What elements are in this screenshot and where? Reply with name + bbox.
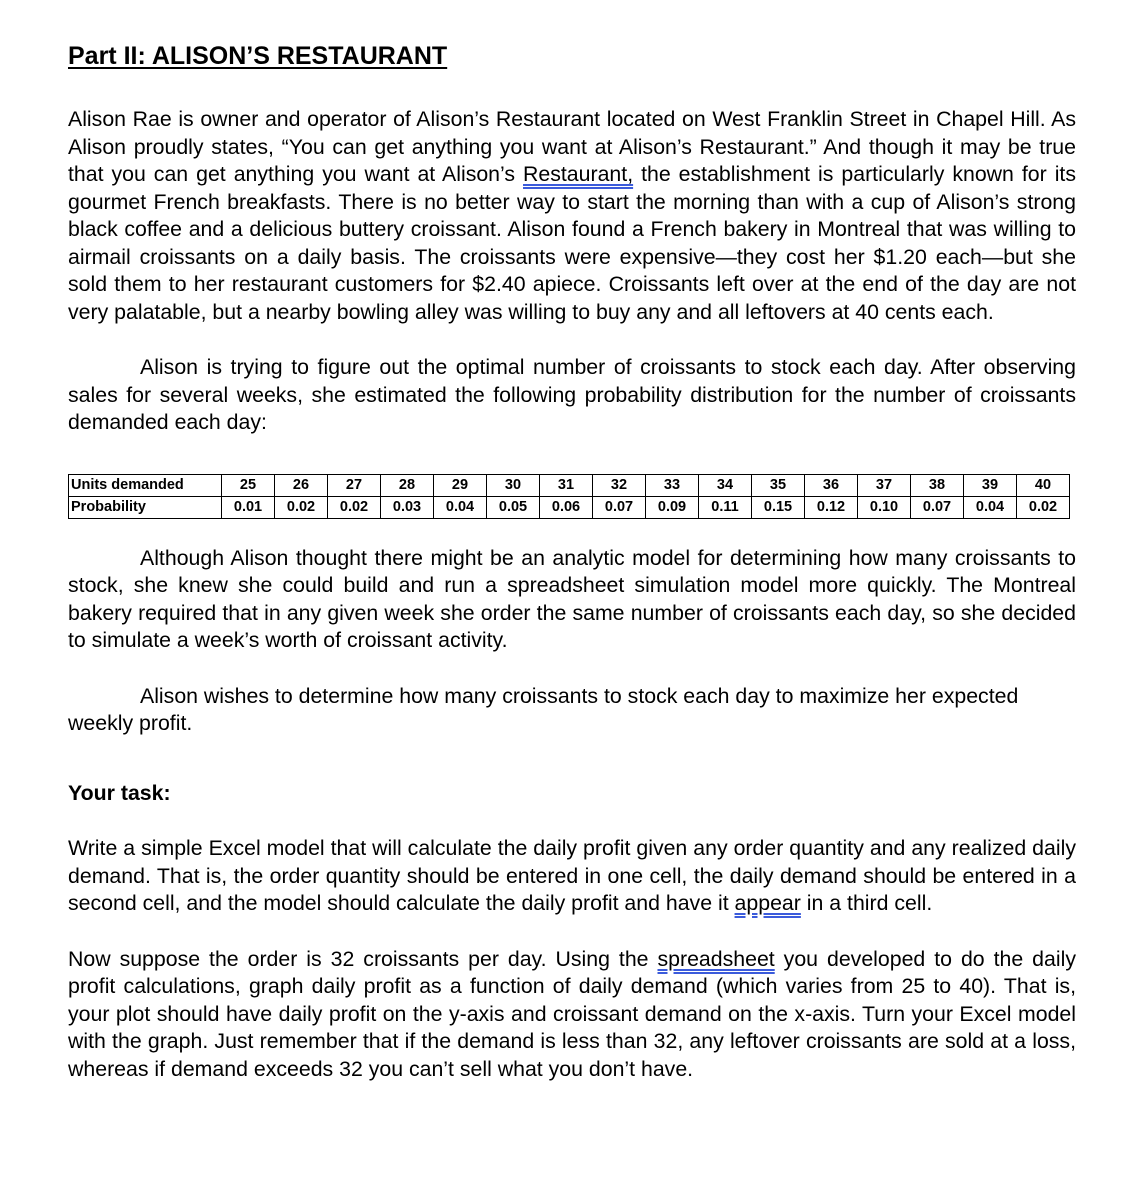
table-row-units [69,475,1070,497]
paragraph-objective: Alison wishes to determine how many croissants to stock each day to maximize her expected weekly profit. [68,683,1019,735]
row-label-probability: Probability [69,497,222,519]
spellcheck-flagged-word[interactable]: appear [734,891,801,915]
paragraph-optimal-stock: Alison is trying to figure out the optimal number of croissants to stock each day. After observing sales for several weeks, she estimated the following probability distribution for the number of croissants demanded each day: [68,355,1076,434]
probability-cell: 0.09 [646,497,699,519]
paragraph-task-graph-text-start: Now suppose the order is 32 croissants per day. Using the [68,946,658,971]
units-cell: 40 [1017,475,1070,497]
probability-cell: 0.07 [911,497,964,519]
row-label-units: Units demanded [69,475,222,497]
document-title: Part II: ALISON’S RESTAURANT [68,42,448,70]
probability-cell: 0.11 [699,497,752,519]
spellcheck-flagged-word[interactable]: Restaurant, [523,162,634,186]
probability-cell: 0.05 [487,497,540,519]
paragraph-task-graph [68,946,1076,1084]
units-cell: 30 [487,475,540,497]
probability-cell: 0.04 [964,497,1017,519]
spellcheck-flagged-word[interactable]: spreadsheet [657,946,775,971]
paragraph-task-model [68,835,1076,918]
probability-cell: 0.04 [434,497,487,519]
probability-cell: 0.12 [805,497,858,519]
probability-cell: 0.10 [858,497,911,519]
probability-cell: 0.02 [328,497,381,519]
paragraph-task-graph-text-end: you developed to do the daily profit calculations, graph daily profit as a function of daily demand (which varies from 25 to 40). That is, your plot should have daily profit on the y-axis and croissant demand on the x-axis. Turn your Excel model with the graph. Just remember that if the demand is less than 32, any leftover croissants are sold at a loss, whereas if demand exceeds 32 you can’t sell what you don’t have. [68,946,1076,1081]
units-cell: 38 [911,475,964,497]
units-cell: 31 [540,475,593,497]
units-cell: 26 [275,475,328,497]
units-cell: 34 [699,475,752,497]
units-cell: 35 [752,475,805,497]
probability-cell: 0.02 [275,497,328,519]
probability-cell: 0.01 [222,497,275,519]
probability-cell: 0.15 [752,497,805,519]
paragraph-intro [68,106,1076,326]
document-page [68,40,1076,1083]
probability-cell: 0.02 [1017,497,1070,519]
units-cell: 33 [646,475,699,497]
task-heading: Your task: [68,780,171,805]
units-cell: 36 [805,475,858,497]
units-cell: 27 [328,475,381,497]
probability-cell: 0.06 [540,497,593,519]
units-cell: 29 [434,475,487,497]
probability-cell: 0.03 [381,497,434,519]
units-cell: 37 [858,475,911,497]
probability-cell: 0.07 [593,497,646,519]
units-cell: 25 [222,475,275,497]
units-cell: 28 [381,475,434,497]
units-cell: 32 [593,475,646,497]
paragraph-intro-text-end: the establishment is particularly known for its gourmet French breakfasts. There is no better way to start the morning than with a cup of Alison’s strong black coffee and a delicious buttery croissant. Alison found a French bakery in Montreal that was willing to airmail croissants on a daily basis. The croissants were expensive—they cost her $1.20 each—but she sold them to her restaurant customers for $2.40 apiece. Croissants left over at the end of the day are not very palatable, but a nearby bowling alley was willing to buy any and all leftovers at 40 cents each. [68,162,1076,324]
paragraph-simulation: Although Alison thought there might be an analytic model for determining how many croissants to stock, she knew she could build and run a spreadsheet simulation model more quickly. The Montreal bakery required that in any given week she order the same number of croissants each day, so she decided to simulate a week’s worth of croissant activity. [68,545,1076,652]
table-row-probability [69,497,1070,519]
paragraph-task-model-text-end: in a third cell. [800,891,933,915]
demand-distribution-table [68,474,1070,519]
paragraph-task-model-text-start: Write a simple Excel model that will calculate the daily profit given any order quantity and any realized daily demand. That is, the order quantity should be entered in one cell, the daily demand should be entered in a second cell, and the model should calculate the daily profit and have it [68,836,1076,915]
units-cell: 39 [964,475,1017,497]
paragraph-intro-text-start: Alison Rae is owner and operator of Alison’s Restaurant located on West Franklin Street in Chapel Hill. As Alison proudly states, “You can get anything you want at Alison’s Restaurant.” And though it may be true that you can get anything you want at Alison’s [68,107,1076,186]
